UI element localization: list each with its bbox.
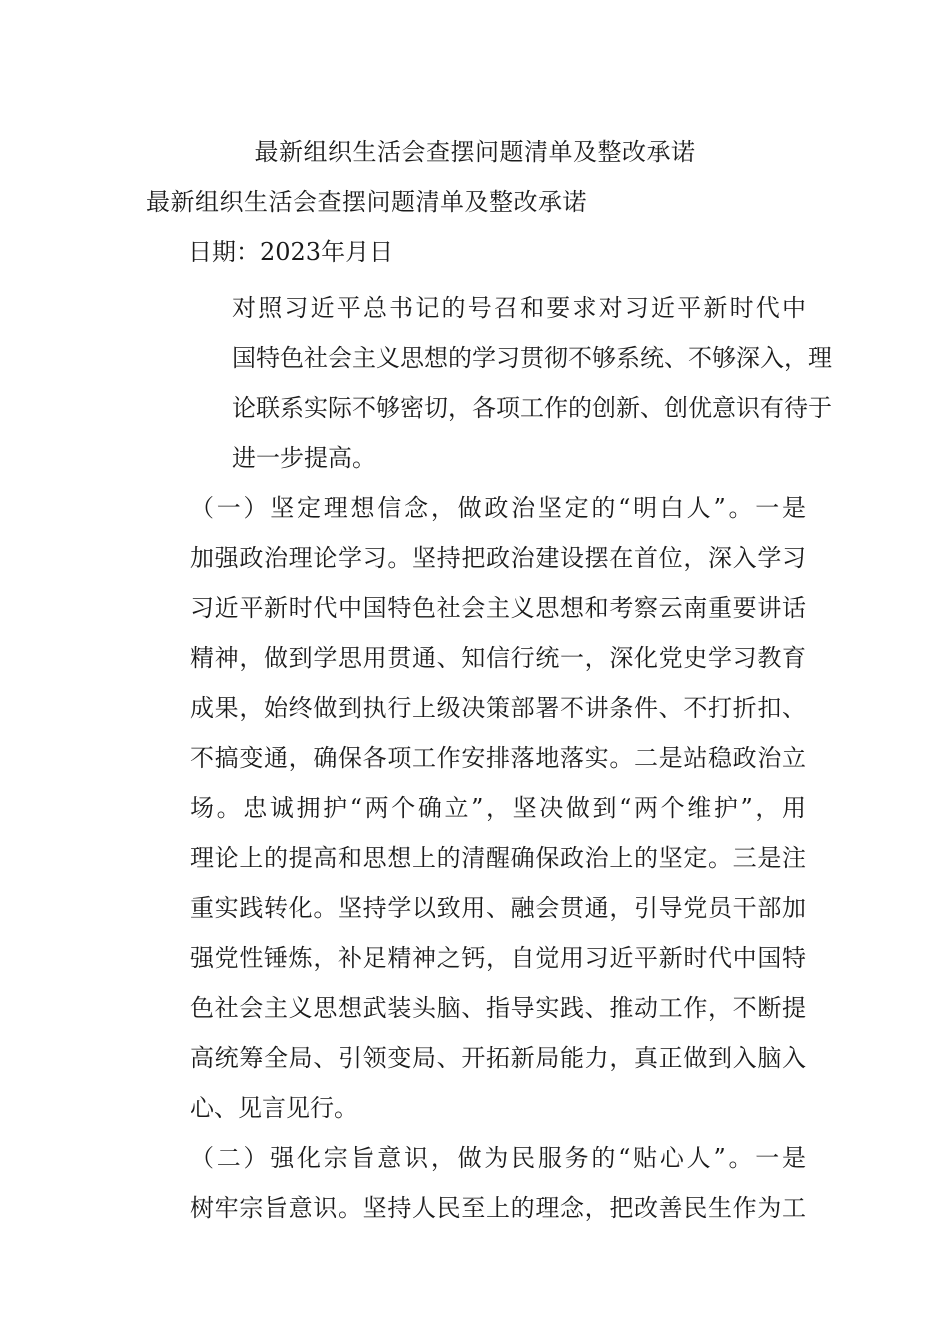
text-line: 习近平新时代中国特色社会主义思想和考察云南重要讲话 (190, 594, 806, 622)
text-line: 论联系实际不够密切，各项工作的创新、创优意识有待于 (232, 394, 832, 422)
text-line: 色社会主义思想武装头脑、指导实践、推动工作，不断提 (190, 994, 806, 1022)
text-line: 理论上的提高和思想上的清醒确保政治上的坚定。三是注 (190, 844, 806, 872)
text-line: （二）强化宗旨意识，做为民服务的“贴心人”。一是 (190, 1144, 806, 1172)
text-line: 树牢宗旨意识。坚持人民至上的理念，把改善民生作为工 (190, 1194, 806, 1222)
text-line: 对照习近平总书记的号召和要求对习近平新时代中 (232, 294, 806, 322)
text-line: 心、见言见行。 (190, 1094, 358, 1122)
text-line: 进一步提高。 (232, 444, 376, 472)
document-subtitle: 最新组织生活会查摆问题清单及整改承诺 (146, 188, 587, 216)
text-line: 不搞变通，确保各项工作安排落地落实。二是站稳政治立 (190, 744, 806, 772)
text-line: 场。忠诚拥护“两个确立”，坚决做到“两个维护”，用 (190, 794, 806, 822)
text-line: 强党性锤炼，补足精神之钙，自觉用习近平新时代中国特 (190, 944, 806, 972)
document-title: 最新组织生活会查摆问题清单及整改承诺 (254, 138, 696, 166)
text-line: 成果，始终做到执行上级决策部署不讲条件、不打折扣、 (190, 694, 806, 722)
text-line: 高统筹全局、引领变局、开拓新局能力，真正做到入脑入 (190, 1044, 806, 1072)
text-line: 加强政治理论学习。坚持把政治建设摆在首位，深入学习 (190, 544, 806, 572)
text-line: 精神，做到学思用贯通、知信行统一，深化党史学习教育 (190, 644, 806, 672)
paragraph-section-2 (146, 1133, 806, 1233)
text-line: （一）坚定理想信念，做政治坚定的“明白人”。一是 (190, 494, 806, 522)
date-line: 日期：2023年月日 (188, 238, 394, 266)
document-body (146, 283, 832, 1233)
text-line: 国特色社会主义思想的学习贯彻不够系统、不够深入，理 (232, 344, 832, 372)
paragraph-section-1 (146, 483, 806, 1133)
text-line: 重实践转化。坚持学以致用、融会贯通，引导党员干部加 (190, 894, 806, 922)
paragraph-intro (146, 283, 832, 483)
